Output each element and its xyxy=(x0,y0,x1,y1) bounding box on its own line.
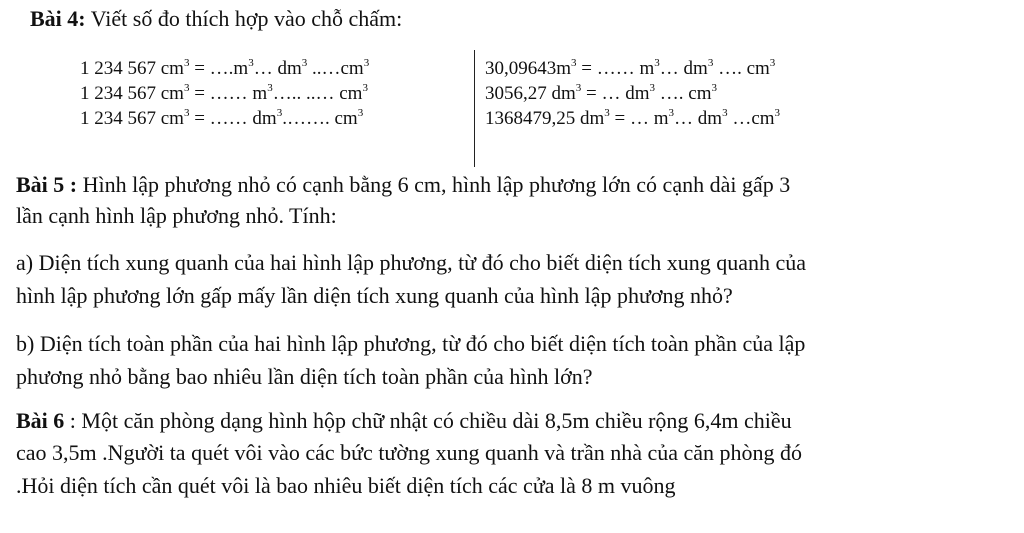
equation-text: …. cm xyxy=(713,58,770,79)
bai5-line-2: lần cạnh hình lập phương nhỏ. Tính: xyxy=(16,203,337,228)
bai5-line-1 xyxy=(16,172,790,198)
bai4-left-eq-2 xyxy=(80,83,368,107)
exponent: 3 xyxy=(774,107,781,119)
bai4-right-eq-3 xyxy=(485,108,780,132)
bai4-left-eq-3 xyxy=(80,108,363,132)
bai4-heading xyxy=(30,6,402,32)
bai4-right-eq-1 xyxy=(485,58,775,82)
equation-text: … dm xyxy=(253,58,302,79)
equation-text: .……. cm xyxy=(282,108,358,129)
exponent: 3 xyxy=(362,82,368,94)
equation-text: …. cm xyxy=(655,83,712,104)
equation-text: 1 234 567 cm xyxy=(80,58,184,79)
exponent: 3 xyxy=(183,82,190,94)
exponent: 3 xyxy=(711,82,717,94)
bai4-left-eq-1 xyxy=(80,58,369,82)
bai6-line-1 xyxy=(16,408,792,434)
equation-text: = … dm xyxy=(581,83,650,104)
bai5-part-b-line-1: b) Diện tích toàn phần của hai hình lập phương, từ đó cho biết diện tích toàn phần của lập xyxy=(16,331,806,356)
exponent: 3 xyxy=(604,107,610,119)
exponent: 3 xyxy=(654,57,660,69)
exponent: 3 xyxy=(183,57,190,69)
bai6-label: Bài 6 xyxy=(16,408,65,433)
equation-text: … dm xyxy=(659,58,708,79)
equation-text: ….. ..… cm xyxy=(272,83,363,104)
bai4-label: Bài 4: xyxy=(30,6,86,31)
bai5-label: Bài 5 : xyxy=(16,172,78,197)
equation-text: …cm xyxy=(727,108,775,129)
exponent: 3 xyxy=(248,57,254,69)
equation-text: = ….m xyxy=(189,58,249,79)
equation-text: = …… m xyxy=(576,58,655,79)
equation-text: 1 234 567 cm xyxy=(80,83,184,104)
equation-text: 1 234 567 cm xyxy=(80,108,184,129)
equation-text: 1368479,25 dm xyxy=(485,108,605,129)
exponent: 3 xyxy=(301,57,308,69)
bai4-title: Viết số đo thích hợp vào chỗ chấm: xyxy=(85,6,403,31)
exponent: 3 xyxy=(276,107,283,119)
exponent: 3 xyxy=(707,57,714,69)
equation-text: = …… dm xyxy=(189,108,277,129)
exponent: 3 xyxy=(575,82,582,94)
exponent: 3 xyxy=(183,107,190,119)
exponent: 3 xyxy=(769,57,776,69)
equation-text: 30,09643m xyxy=(485,58,572,79)
exponent: 3 xyxy=(722,107,728,119)
exponent: 3 xyxy=(357,107,364,119)
equation-text: = …… m xyxy=(189,83,268,104)
equation-text: … dm xyxy=(674,108,723,129)
exponent: 3 xyxy=(668,107,675,119)
bai6-text-1: : Một căn phòng dạng hình hộp chữ nhật có chiều dài 8,5m chiều rộng 6,4m chiều xyxy=(64,408,792,433)
equation-text: 3056,27 dm xyxy=(485,83,576,104)
column-divider xyxy=(474,50,475,167)
bai6-line-2: cao 3,5m .Người ta quét vôi vào các bức tường xung quanh và trần nhà của căn phòng đó xyxy=(16,440,803,465)
bai6-line-3: .Hỏi diện tích cần quét vôi là bao nhiêu biết diện tích các cửa là 8 m vuông xyxy=(16,473,676,498)
bai4-right-eq-2 xyxy=(485,83,717,107)
exponent: 3 xyxy=(363,57,370,69)
bai5-text-1: Hình lập phương nhỏ có cạnh bằng 6 cm, hình lập phương lớn có cạnh dài gấp 3 xyxy=(77,172,791,197)
equation-text: = … m xyxy=(609,108,669,129)
bai5-part-a-line-1: a) Diện tích xung quanh của hai hình lập phương, từ đó cho biết diện tích xung quanh của xyxy=(16,250,807,275)
exponent: 3 xyxy=(649,82,656,94)
exponent: 3 xyxy=(267,82,273,94)
exponent: 3 xyxy=(571,57,577,69)
equation-text: ..…cm xyxy=(307,58,364,79)
bai5-part-a-line-2: hình lập phương lớn gấp mấy lần diện tích xung quanh của hình lập phương nhỏ? xyxy=(16,283,733,308)
bai5-part-b-line-2: phương nhỏ bằng bao nhiêu lần diện tích toàn phần của hình lớn? xyxy=(16,364,593,389)
